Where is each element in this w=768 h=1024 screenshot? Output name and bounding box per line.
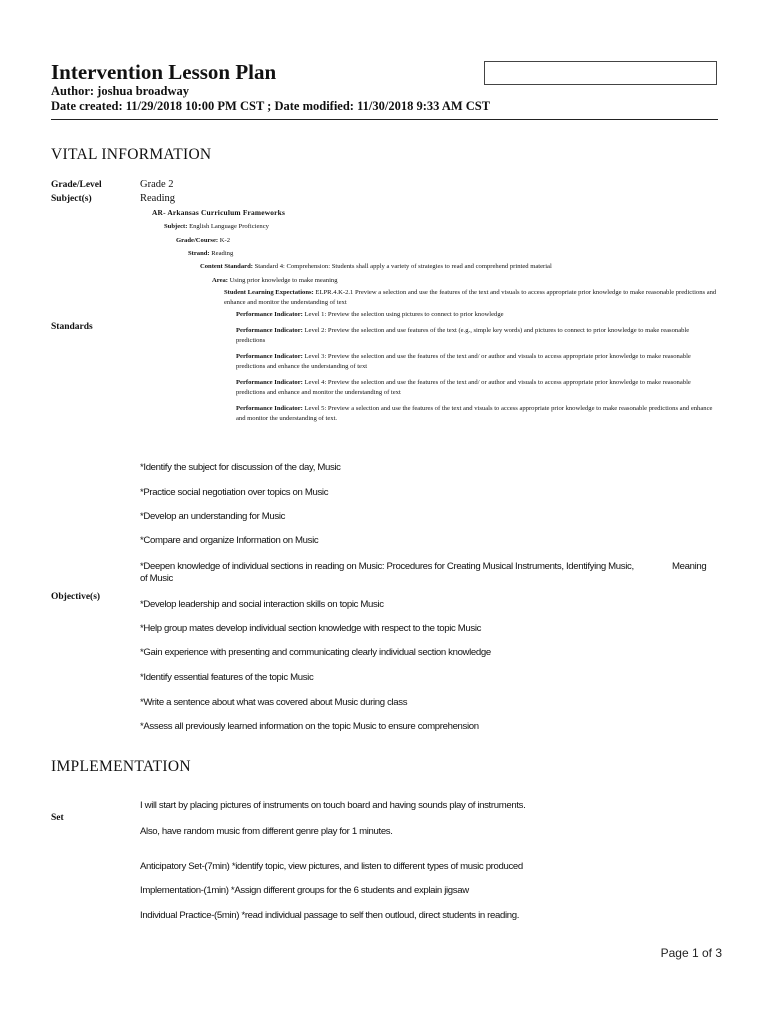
plan-line: Implementation-(1min) *Assign different groups for the 6 students and explain jigsaw [140,885,469,896]
objective-item: *Practice social negotiation over topics on Music [140,487,329,498]
objective-item: *Compare and organize Information on Music [140,535,319,546]
author-line: Author: joshua broadway [51,84,189,98]
set-line: Also, have random music from different genre play for 1 minutes. [140,826,393,837]
performance-indicator: Performance Indicator: Level 1: Preview the selection using pictures to connect to prior knowledge [236,311,504,318]
objective-item-wrap: of Music [140,573,173,584]
standard-area: Area: Using prior knowledge to make meaning [212,277,338,284]
plan-line: Individual Practice-(5min) *read individual passage to self then outloud, direct students in reading. [140,910,520,921]
performance-indicator: Performance Indicator: Level 3: Preview the selection and use the features of the text and/ or author and visuals to access appropriate prior knowledge to make reasonable predictions and enhance the understanding of text [236,353,691,370]
plan-line: Anticipatory Set-(7min) *identify topic, view pictures, and listen to different types of music produced [140,861,523,872]
content-standard: Content Standard: Standard 4: Comprehension: Students shall apply a variety of strategies to read and comprehend printed material [200,263,552,270]
grade-level-value: Grade 2 [140,179,174,190]
objective-item: *Write a sentence about what was covered about Music during class [140,697,408,708]
objective-item: *Develop an understanding for Music [140,511,286,522]
set-line: I will start by placing pictures of instruments on touch board and having sounds play of instruments. [140,800,526,811]
objective-item: *Gain experience with presenting and communicating clearly individual section knowledge [140,647,491,658]
objective-item-continuation: Meaning [672,561,707,572]
implementation-heading: IMPLEMENTATION [51,758,191,775]
page-title: Intervention Lesson Plan [51,60,277,84]
performance-indicator: Performance Indicator: Level 4: Preview the selection and use the features of the text and/ or author and visuals to access appropriate prior knowledge to make reasonable predictions and enhance and monitor the understanding of text [236,379,691,396]
standard-strand: Strand: Reading [188,250,234,257]
performance-indicator: Performance Indicator: Level 5: Preview a selection and use the features of the text and visuals to access appropriate prior knowledge to make reasonable predictions and enhance and monitor the understanding of text. [236,405,713,422]
objective-item: *Identify the subject for discussion of the day, Music [140,462,341,473]
set-label: Set [51,813,64,823]
header-divider [51,119,718,120]
objective-item: *Help group mates develop individual section knowledge with respect to the topic Music [140,623,482,634]
grade-level-label: Grade/Level [51,180,102,190]
framework-title: AR- Arkansas Curriculum Frameworks [152,208,286,217]
objective-item: *Develop leadership and social interaction skills on topic Music [140,599,384,610]
performance-indicator: Performance Indicator: Level 2: Preview the selection and use features of the text (e.g., simple key words) and pictures to connect to prior knowledge to make reasonable predictions [236,327,690,344]
objective-item: *Deepen knowledge of individual sections in reading on Music: Procedures for Creating Musical Instruments, Identifying Music, [140,561,634,572]
dates-line: Date created: 11/29/2018 10:00 PM CST ; Date modified: 11/30/2018 9:33 AM CST [51,99,491,113]
standard-subject: Subject: English Language Proficiency [164,223,269,230]
objective-item: *Identify essential features of the topic Music [140,672,314,683]
name-box [484,61,717,85]
subjects-value: Reading [140,193,175,204]
standards-label: Standards [51,322,93,332]
subjects-label: Subject(s) [51,194,92,204]
student-learning-expectations: Student Learning Expectations: ELPR.4.K-2.1 Preview a selection and use the features of the text and visuals to access appropriate prior knowledge to make reasonable predictions and enhance and monitor the understanding of text [224,289,717,306]
page-number: Page 1 of 3 [660,946,722,960]
standard-grade-course: Grade/Course: K-2 [176,237,231,244]
objectives-label: Objective(s) [51,592,101,602]
vital-information-heading: VITAL INFORMATION [51,146,212,163]
objective-item: *Assess all previously learned information on the topic Music to ensure comprehension [140,721,479,732]
